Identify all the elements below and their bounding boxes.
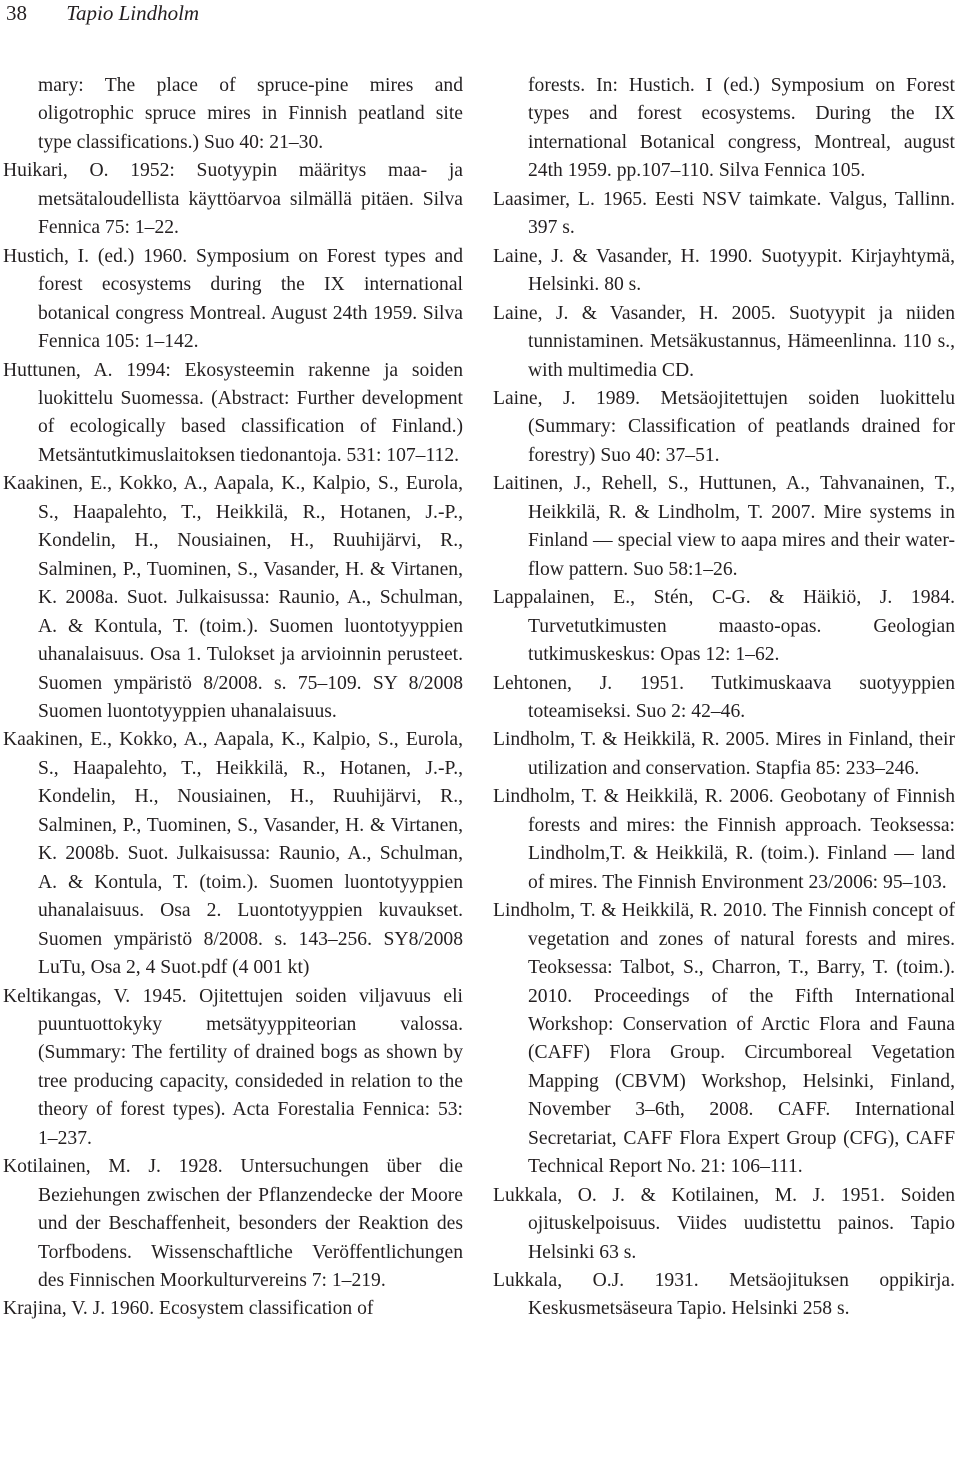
reference-entry: Hustich, I. (ed.) 1960. Symposium on Forest types and forest ecosystems during the IX international botanical congress Montreal. August 24th 1959. Silva Fennica 105: 1–142. [3,245,463,353]
reference-entry-continued: forests. In: Hustich. I (ed.) Symposium on Forest types and forest ecosystems. During the IX international Botanical congress, Montreal, august 24th 1959. pp.107–110. Silva Fennica 105. [528,75,955,182]
page-number: 38 [6,1,27,25]
running-head: Tapio Lindholm [66,1,200,25]
reference-entry: Huikari, O. 1952: Suotyypin määritys maa- ja metsätaloudellista käyttöarvoa silmällä pitäen. Silva Fennica 75: 1–22. [3,160,463,239]
reference-entry: Lindholm, T. & Heikkilä, R. 2006. Geobotany of Finnish forests and mires: the Finnish approach. Teoksessa: Lindholm,T. & Heikkilä, R. (toim.). Finland — land of mires. The Finnish Environment 23/2006: 95–103. [493,786,955,893]
reference-entry: Laine, J. & Vasander, H. 1990. Suotyypit. Kirjayhtymä, Helsinki. 80 s. [493,245,955,296]
reference-entry: Lappalainen, E., Stén, C-G. & Häikiö, J. 1984. Turvetutkimusten maasto-opas. Geologian tutkimuskeskus: Opas 12: 1–62. [493,587,955,666]
reference-entry-continued: mary: The place of spruce-pine mires and oligotrophic spruce mires in Finnish peatland site type classifications.) Suo 40: 21–30. [38,75,463,153]
left-column [3,72,463,1324]
reference-entry: Huttunen, A. 1994: Ekosysteemin rakenne ja soiden luokittelu Suomessa. (Abstract: Further development of ecologically based classification of Finland.) Metsäntutkimuslaitoksen tiedonantoja. 531: 107–112. [3,359,463,466]
right-column [493,72,955,1324]
reference-entry: Kaakinen, E., Kokko, A., Aapala, K., Kalpio, S., Eurola, S., Haapalehto, T., Heikkilä, R., Hotanen, J.-P., Kondelin, H., Nousiainen, H., Ruuhijärvi, R., Salminen, P., Tuominen, S., Vasander, H. & Virtanen, K. 2008a. Suot. Julkaisussa: Raunio, A., Schulman, A. & Kontula, T. (toim.). Suomen luontotyyppien uhanalaisuus. Osa 1. Tulokset ja arvioinnin perusteet. Suomen ympäristö 8/2008. s. 75–109. SY 8/2008 Suomen luontotyyppien uhanalaisuus. [3,473,463,722]
page-header [6,0,199,26]
reference-entry: Lehtonen, J. 1951. Tutkimuskaava suotyyppien toteamiseksi. Suo 2: 42–46. [493,672,955,722]
reference-entry: Kotilainen, M. J. 1928. Untersuchungen über die Beziehungen zwischen der Pflanzendecke der Moore und der Beschaffenheit, besonders der Reaktion des Torfbodens. Wissenschaftliche Veröffentlichungen des Finnischen Moorkulturvereins 7: 1–219. [3,1156,463,1292]
reference-entry: Laine, J. & Vasander, H. 2005. Suotyypit ja niiden tunnistaminen. Metsäkustannus, Hämeenlinna. 110 s., with multimedia CD. [493,302,955,381]
reference-entry: Kaakinen, E., Kokko, A., Aapala, K., Kalpio, S., Eurola, S., Haapalehto, T., Heikkilä, R., Hotanen, J.-P., Kondelin, H., Nousiainen, H., Ruuhijärvi, R., Salminen, P., Tuominen, S., Vasander, H. & Virtanen, K. 2008b. Suot. Julkaisussa: Raunio, A., Schulman, A. & Kontula, T. (toim.). Suomen luontotyyppien uhanalaisuus. Osa 2. Luontotyyppien kuvaukset. Suomen ympäristö 8/2008. s. 143–256. SY8/2008 LuTu, Osa 2, 4 Suot.pdf (4 001 kt) [3,729,463,979]
reference-entry: Laine, J. 1989. Metsäojitettujen soiden luokittelu (Summary: Classification of peatlands drained for forestry) Suo 40: 37–51. [493,387,955,466]
reference-entry: Krajina, V. J. 1960. Ecosystem classification of [3,1298,374,1320]
reference-entry: Lukkala, O. J. & Kotilainen, M. J. 1951. Soiden ojituskelpoisuus. Viides uudistettu painos. Tapio Helsinki 63 s. [493,1184,955,1263]
reference-entry: Lindholm, T. & Heikkilä, R. 2005. Mires in Finland, their utilization and conservation. Stapfia 85: 233–246. [493,729,955,779]
reference-entry: Laasimer, L. 1965. Eesti NSV taimkate. Valgus, Tallinn. 397 s. [493,188,955,239]
reference-entry: Lindholm, T. & Heikkilä, R. 2010. The Finnish concept of vegetation and zones of natural forests and mires. Teoksessa: Talbot, S., Charron, T., Barry, T. (toim.). 2010. Proceedings of the Fifth International Workshop: Conservation of Arctic Flora and Fauna (CAFF) Flora Group. Circumboreal Vegetation Mapping (CBVM) Workshop, Helsinki, Finland, November 3–6th, 2008. CAFF. International Secretariat, CAFF Flora Expert Group (CFG), CAFF Technical Report No. 21: 106–111. [493,900,955,1178]
reference-entry: Lukkala, O.J. 1931. Metsäojituksen oppikirja. Keskusmetsäseura Tapio. Helsinki 258 s. [493,1270,955,1320]
reference-entry: Keltikangas, V. 1945. Ojitettujen soiden viljavuus eli puuntuottokyky metsätyyppiteorian valossa. (Summary: The fertility of drained bogs as shown by tree producing capacity, consideded in relation to the theory of forest types). Acta Forestalia Fennica: 53: 1–237. [3,985,463,1149]
reference-entry: Laitinen, J., Rehell, S., Huttunen, A., Tahvanainen, T., Heikkilä, R. & Lindholm, T. 2007. Mire systems in Finland — special view to aapa mires and their water-flow pattern. Suo 58:1–26. [493,473,955,580]
